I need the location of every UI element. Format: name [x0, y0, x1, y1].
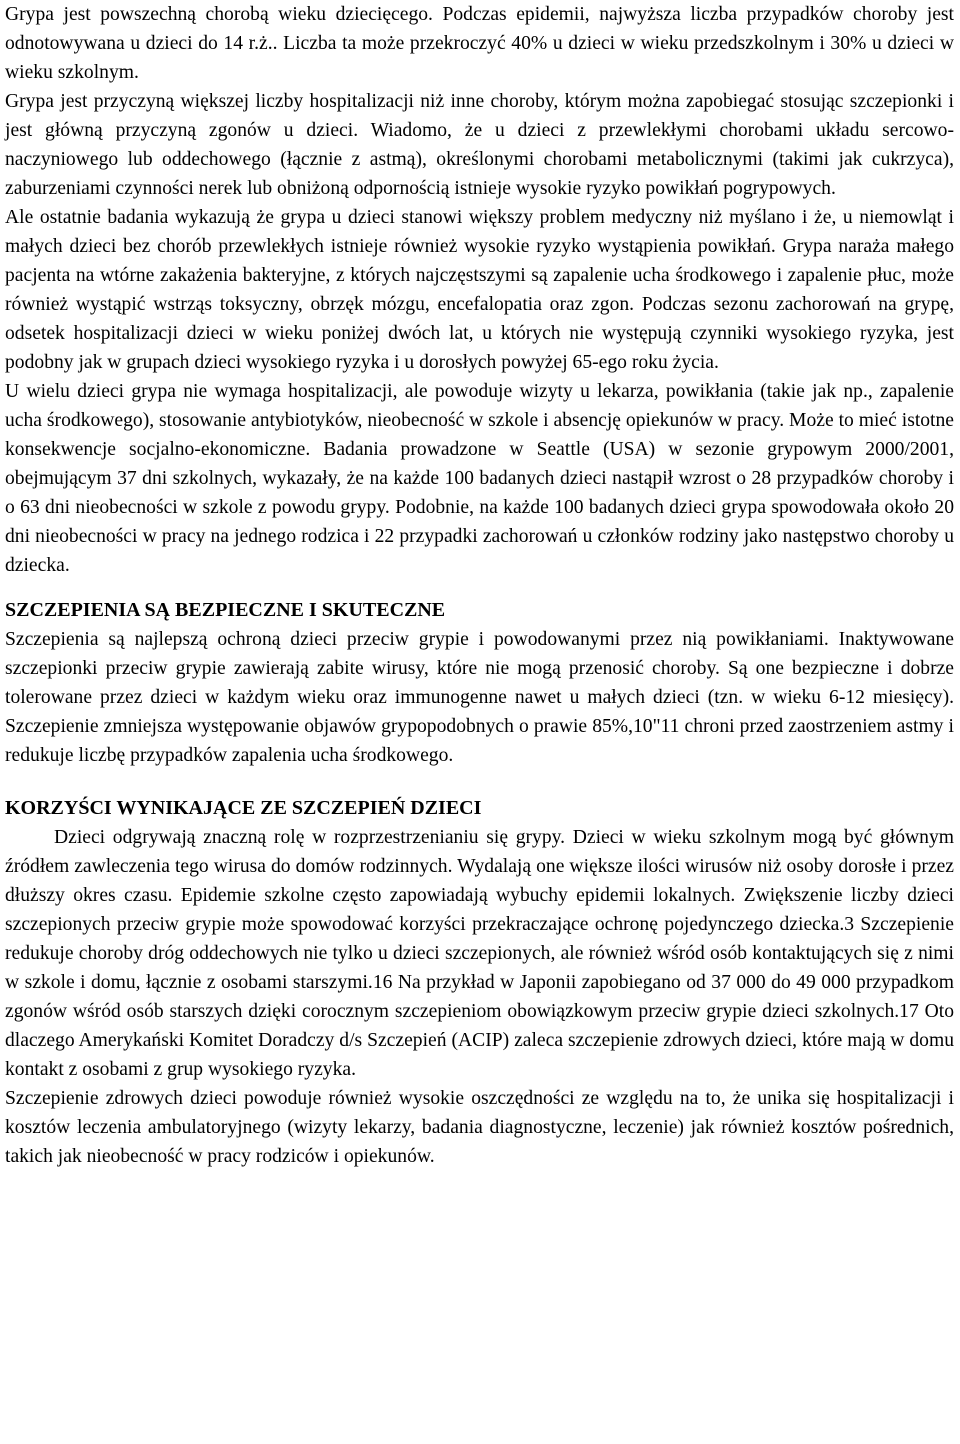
paragraph-intro: Grypa jest powszechną chorobą wieku dziecięcego. Podczas epidemii, najwyższa liczba przypadków choroby jest odnotowywana u dzieci do 14 r.ż.. Liczba ta może przekroczyć 40% u dzieci w wieku przedszkolnym i 30% u dzieci w wieku szkolnym. [5, 4, 954, 83]
paragraph-benefits-spread: Dzieci odgrywają znaczną rolę w rozprzestrzenianiu się grypy. Dzieci w wieku szkolnym mogą być głównym źródłem zawleczenia tego wirusa do domów rodzinnych. Wydalają one większe ilości wirusów niż osoby dorosłe i przez dłuższy okres czasu. Epidemie szkolne często zapowiadają wybuchy epidemii lokalnych. Zwiększenie liczby dzieci szczepionych przeciw grypie może spowodować korzyści przekraczające ochronę pojedynczego dziecka.3 Szczepienie redukuje choroby dróg oddechowych nie tylko u dzieci szczepionych, ale również wśród osób kontaktujących się z nimi w szkole i domu, łącznie z osobami starszymi.16 Na przykład w Japonii zapobiegano od 37 000 do 49 000 przypadkom zgonów wśród osób starszych dzięki corocznym szczepieniom obowiązkowym przeciw grypie dzieci szkolnych.17 Oto dlaczego Amerykański Komitet Doradczy d/s Szczepień (ACIP) zaleca szczepienie zdrowych dzieci, które mają w domu kontakt z osobami z grup wysokiego ryzyka. [5, 827, 954, 1080]
paragraph-socioeconomic: U wielu dzieci grypa nie wymaga hospitalizacji, ale powoduje wizyty u lekarza, powikłania (takie jak np., zapalenie ucha środkowego), stosowanie antybiotyków, nieobecność w szkole i absencję opiekunów w pracy. Może to mieć istotne konsekwencje socjalno-ekonomiczne. Badania prowadzone w Seattle (USA) w sezonie grypowym 2000/2001, obejmującym 37 dni szkolnych, wykazały, że na każde 100 badanych dzieci nastąpił wzrost o 28 przypadków choroby i o 63 dni nieobecności w szkole z powodu grypy. Podobnie, na każde 100 badanych dzieci grypa spowodowała około 20 dni nieobecności w pracy na jednego rodzica i 22 przypadki zachorowań u członków rodziny jako następstwo choroby u dziecka. [5, 381, 954, 576]
section-heading-benefits: KORZYŚCI WYNIKAJĄCE ZE SZCZEPIEŃ DZIECI [5, 797, 482, 819]
paragraph-hospitalization: Grypa jest przyczyną większej liczby hospitalizacji niż inne choroby, którym można zapobiegać stosując szczepionki i jest główną przyczyną zgonów u dzieci. Wiadomo, że u dzieci z przewlekłymi chorobami układu sercowo-naczyniowego lub oddechowego (łącznie z astmą), określonymi chorobami metabolicznymi (takimi jak cukrzyca), zaburzeniami czynności nerek lub obniżoną odpornością istnieje wysokie ryzyko powikłań pogrypowych. [5, 91, 954, 199]
paragraph-recent-studies: Ale ostatnie badania wykazują że grypa u dzieci stanowi większy problem medyczny niż myślano i że, u niemowląt i małych dzieci bez chorób przewlekłych istnieje również wysokie ryzyko wystąpienia powikłań. Grypa naraża małego pacjenta na wtórne zakażenia bakteryjne, z których najczęstszymi są zapalenie ucha środkowego i zapalenie płuc, może również wystąpić wstrząs toksyczny, obrzęk mózgu, encefalopatia oraz zgon. Podczas sezonu zachorowań na grypę, odsetek hospitalizacji dzieci w wieku poniżej dwóch lat, u których nie występują czynniki wysokiego ryzyka, jest podobny jak w grupach dzieci wysokiego ryzyka i u dorosłych powyżej 65-ego roku życia. [5, 207, 954, 373]
paragraph-vaccines-safe: Szczepienia są najlepszą ochroną dzieci przeciw grypie i powodowanymi przez nią powikłaniami. Inaktywowane szczepionki przeciw grypie zawierają zabite wirusy, które nie mogą przenosić choroby. Są one bezpieczne i dobrze tolerowane przez dzieci w każdym wieku oraz immunogenne nawet u małych dzieci (tzn. w wieku 6-12 miesięcy). Szczepienie zmniejsza występowanie objawów grypopodobnych o prawie 85%,10"11 chroni przed zaostrzeniem astmy i redukuje liczbę przypadków zapalenia ucha środkowego. [5, 629, 954, 766]
section-heading-vaccines-safe: SZCZEPIENIA SĄ BEZPIECZNE I SKUTECZNE [5, 599, 446, 621]
paragraph-benefits-savings: Szczepienie zdrowych dzieci powoduje również wysokie oszczędności ze względu na to, że unika się hospitalizacji i kosztów leczenia ambulatoryjnego (wizyty lekarzy, badania diagnostyczne, leczenie) jak również kosztów pośrednich, takich jak nieobecność w pracy rodziców i opiekunów. [5, 1088, 954, 1167]
